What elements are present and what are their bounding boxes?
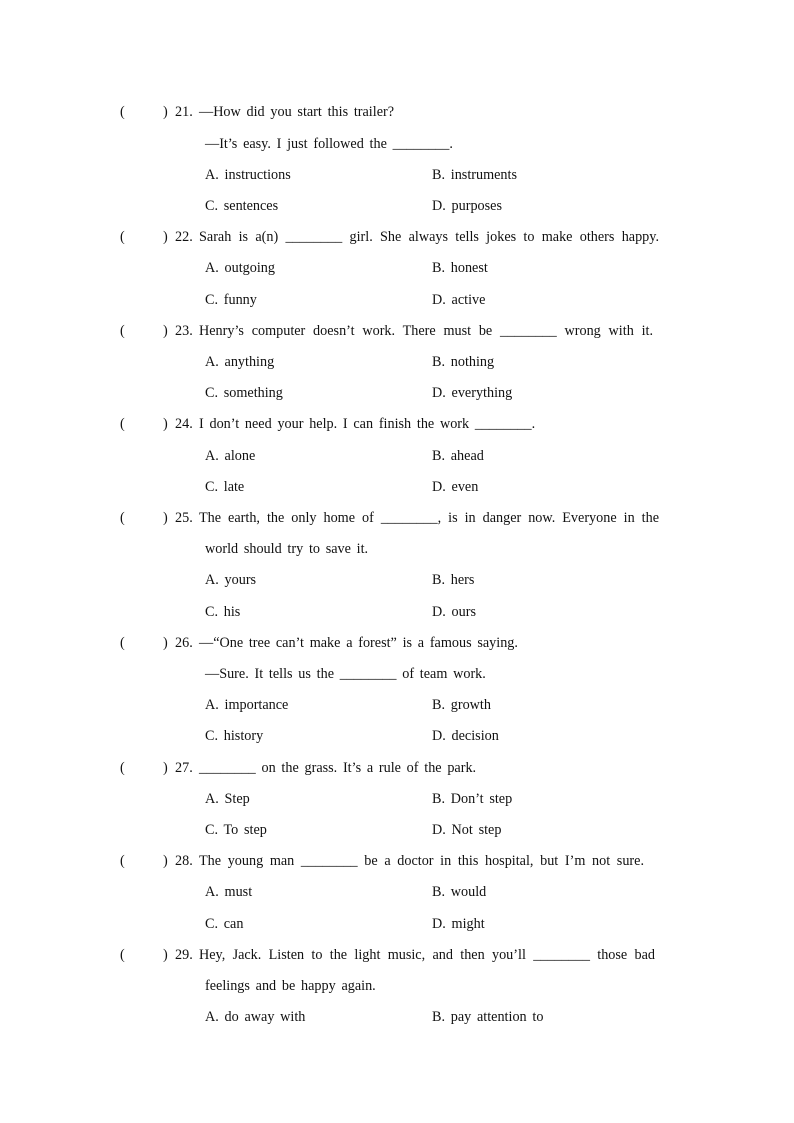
answer-blank-open: ( [120,229,125,245]
option-a: A. anything [205,354,275,370]
option-d: D. purposes [432,198,502,214]
option-b: B. ahead [432,448,484,464]
question-stem: The earth, the only home of ________, is in danger now. Everyone in the [199,510,659,526]
answer-blank-close: ) [163,416,168,432]
question-number: 21. [175,104,193,120]
answer-blank-open: ( [120,947,125,963]
option-a: A. do away with [205,1009,306,1025]
question-continuation: —Sure. It tells us the ________ of team work. [205,666,486,682]
question-stem: —“One tree can’t make a forest” is a famous saying. [199,635,518,651]
question-number: 28. [175,853,193,869]
question-number: 26. [175,635,193,651]
option-b: B. growth [432,697,491,713]
option-a: A. must [205,884,253,900]
answer-blank-open: ( [120,323,125,339]
answer-blank-open: ( [120,416,125,432]
option-a: A. alone [205,448,256,464]
option-b: B. would [432,884,487,900]
answer-blank-close: ) [163,760,168,776]
answer-blank-close: ) [163,635,168,651]
option-c: C. something [205,385,283,401]
option-c: C. funny [205,292,257,308]
option-b: B. honest [432,260,488,276]
question-number: 25. [175,510,193,526]
question-stem: Henry’s computer doesn’t work. There must be ________ wrong with it. [199,323,653,339]
option-d: D. even [432,479,479,495]
answer-blank-close: ) [163,510,168,526]
question-number: 23. [175,323,193,339]
answer-blank-close: ) [163,853,168,869]
answer-blank-open: ( [120,635,125,651]
option-c: C. history [205,728,264,744]
question-number: 29. [175,947,193,963]
option-a: A. importance [205,697,289,713]
option-d: D. might [432,916,485,932]
option-c: C. sentences [205,198,279,214]
option-c: C. To step [205,822,267,838]
answer-blank-close: ) [163,323,168,339]
option-a: A. Step [205,791,250,807]
option-d: D. everything [432,385,513,401]
answer-blank-open: ( [120,760,125,776]
option-d: D. decision [432,728,499,744]
option-a: A. instructions [205,167,291,183]
option-d: D. ours [432,604,476,620]
answer-blank-open: ( [120,510,125,526]
question-number: 27. [175,760,193,776]
option-c: C. late [205,479,245,495]
question-continuation: world should try to save it. [205,541,369,557]
option-b: B. pay attention to [432,1009,544,1025]
option-c: C. can [205,916,244,932]
answer-blank-close: ) [163,229,168,245]
question-stem: I don’t need your help. I can finish the work ________. [199,416,536,432]
question-stem: —How did you start this trailer? [199,104,395,120]
answer-blank-open: ( [120,104,125,120]
option-b: B. hers [432,572,475,588]
question-stem: ________ on the grass. It’s a rule of the park. [199,760,477,776]
question-stem: Sarah is a(n) ________ girl. She always tells jokes to make others happy. [199,229,659,245]
option-a: A. outgoing [205,260,275,276]
option-d: D. active [432,292,486,308]
question-number: 22. [175,229,193,245]
question-continuation: —It’s easy. I just followed the ________. [205,136,453,152]
option-b: B. nothing [432,354,495,370]
question-number: 24. [175,416,193,432]
question-stem: Hey, Jack. Listen to the light music, and then you’ll ________ those bad [199,947,655,963]
question-stem: The young man ________ be a doctor in this hospital, but I’m not sure. [199,853,644,869]
option-b: B. instruments [432,167,517,183]
option-a: A. yours [205,572,257,588]
option-d: D. Not step [432,822,502,838]
option-b: B. Don’t step [432,791,513,807]
answer-blank-close: ) [163,947,168,963]
answer-blank-close: ) [163,104,168,120]
option-c: C. his [205,604,241,620]
question-continuation: feelings and be happy again. [205,978,376,994]
answer-blank-open: ( [120,853,125,869]
